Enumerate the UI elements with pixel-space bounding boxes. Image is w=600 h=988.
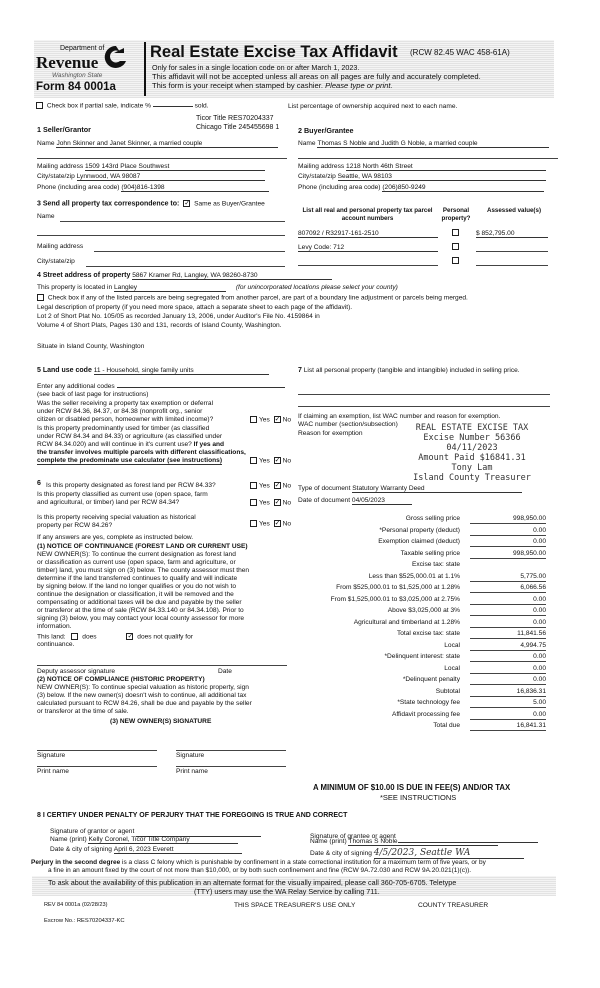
notice1-line: signing (3) below, you may contact your local county assessor for more <box>37 615 245 622</box>
grantee-sig-label: Signature of grantee or agent <box>310 833 396 840</box>
grantee-print-row <box>310 838 498 846</box>
seller-city-field[interactable]: Lynnwood, WA 98087 <box>77 173 265 181</box>
seller-mail-field[interactable]: 1509 143rd Place Southwest <box>85 163 265 171</box>
calc-label: Total excise tax: state <box>396 630 460 637</box>
s3-blank-line <box>37 235 285 236</box>
notice1-line: or transferor at the time of sale (RCW 84.33.140 or 84.34.108). Prior to <box>37 607 244 614</box>
street-row <box>37 272 332 280</box>
buyer-blank-line <box>298 158 558 159</box>
located-row <box>37 284 398 292</box>
s6-q3-no-checkbox[interactable]: ✓ <box>274 520 281 527</box>
calc-value[interactable]: 0.00 <box>470 596 546 605</box>
calc-label: Excise tax: state <box>411 561 460 568</box>
grantee-date-field[interactable]: 4/5/2023, Seattle WA <box>374 848 524 859</box>
s5-q2-yes-checkbox[interactable] <box>250 457 257 464</box>
notice2-line: (3) below. If the new owner(s) doesn't wish to continue, all additional tax <box>37 692 247 699</box>
owner-print-label-1: Print name <box>37 766 157 775</box>
partial-sale-percent[interactable] <box>153 106 193 107</box>
buyer-heading: 2 Buyer/Grantee <box>298 126 354 135</box>
same-as-checkbox[interactable]: ✓ <box>184 200 191 207</box>
calc-value[interactable]: 4,994.75 <box>470 642 546 651</box>
calc-value[interactable] <box>470 561 546 569</box>
minimum-due: A MINIMUM OF $10.00 IS DUE IN FEE(S) AND/OR TAX <box>313 783 511 792</box>
calc-label: Local <box>444 641 460 649</box>
partial-sale-checkbox[interactable] <box>36 102 43 109</box>
s5-q2-no-checkbox[interactable]: ✓ <box>274 457 281 464</box>
legal-desc-label: Legal description of property (if you need more space, attach a separate sheet to each page of the affidavit). <box>37 304 353 311</box>
seller-city-label: City/state/zip <box>37 173 75 180</box>
calc-label: From $1,525,000.01 to $3,025,000 at 2.75% <box>330 595 460 603</box>
exempt-reason-label: Reason for exemption <box>298 430 363 437</box>
personal-checkbox-2[interactable] <box>452 243 459 250</box>
perjury-line2: a fine in an amount fixed by the court of not more than $10,000, or by both such confinement and fine (RCW 9A.72.030 and RCW 9A.20.021(1)(c)). <box>48 867 472 874</box>
s3-name-line[interactable] <box>60 221 285 222</box>
land-does-not-checkbox[interactable]: ✓ <box>127 633 134 640</box>
assessed-line-3[interactable] <box>476 265 548 266</box>
deputy-sig-label: Deputy assessor signature <box>37 668 116 675</box>
s3-mail-label: Mailing address <box>37 243 84 250</box>
owner-print-label-2: Print name <box>176 766 286 775</box>
s3-city-line[interactable] <box>86 266 285 267</box>
buyer-mail-field[interactable]: 1218 North 46th Street <box>346 163 546 171</box>
calc-value[interactable]: 0.00 <box>470 665 546 674</box>
grantor-date-field[interactable]: April 6, 2023 Everett <box>114 846 242 854</box>
land-does-label: does <box>82 633 97 641</box>
s5-q2-line1: Is this property predominantly used for timber (as classified <box>37 425 210 432</box>
land-does-not-label: does not qualify for <box>137 633 193 641</box>
header-line1: Only for sales in a single location code on or after March 1, 2023. <box>152 63 360 72</box>
notice1-line: or classification as current use (open space, farm and agriculture, or <box>37 559 236 566</box>
s6-q2-no: No <box>282 499 292 507</box>
s6-q2-yes-checkbox[interactable] <box>250 499 257 506</box>
owner-sig-label-2: Signature <box>176 750 286 759</box>
segregated-label: Check box if any of the listed parcels are being segregated from another parcel, are part of a boundary line adjustment or parcels being merged. <box>47 294 468 302</box>
buyer-city-label: City/state/zip <box>298 173 336 180</box>
buyer-mail-row <box>298 163 546 171</box>
s5-q1-line3: citizen or disabled person, homeowner with limited income)? <box>37 416 214 423</box>
calc-label: Less than $525,000.01 at 1.1% <box>368 572 460 580</box>
calc-value[interactable]: 6,066.56 <box>470 584 546 593</box>
calc-row <box>290 642 550 652</box>
same-as-label: Same as Buyer/Grantee <box>194 200 265 208</box>
calc-label: *Personal property (deduct) <box>379 526 460 534</box>
addl-codes-label: Enter any additional codes <box>37 383 115 390</box>
seller-phone-label: Phone (including area code) <box>37 184 120 191</box>
section7-row <box>298 367 553 375</box>
grantee-date-label: Date & city of signing <box>310 850 372 857</box>
owner-sig-label-1: Signature <box>37 750 157 759</box>
buyer-city-field[interactable]: Seattle, WA 98103 <box>338 173 546 181</box>
s5-q2-line2: under RCW 84.34 and 84.33) or agriculture (as classified under <box>37 433 223 440</box>
seller-name-label: Name <box>37 140 55 147</box>
s6-q2-no-checkbox[interactable]: ✓ <box>274 499 281 506</box>
notice1-line: determine if the land transferred continues to qualify and will indicate <box>37 575 238 582</box>
seller-heading: 1 Seller/Grantor <box>37 125 91 134</box>
s6-q1-yes-checkbox[interactable] <box>250 482 257 489</box>
located-field[interactable]: Langley <box>114 284 226 292</box>
exempt-wac-label: WAC number (section/subsection) <box>298 421 398 428</box>
notice1-line: compensating or additional taxes will be due and payable by the seller <box>37 599 242 606</box>
calc-value[interactable]: 5.00 <box>470 699 546 708</box>
levy-code[interactable]: Levy Code: 712 <box>298 244 438 252</box>
buyer-phone-row <box>298 184 544 192</box>
this-land-label: This land: <box>37 633 66 641</box>
assessed-line-2[interactable] <box>476 251 548 252</box>
land-use-code[interactable]: 11 - Household, single family units <box>94 367 269 375</box>
s3-mail-line[interactable] <box>94 251 285 252</box>
doc-type-field[interactable]: Statutory Warranty Deed <box>352 485 522 493</box>
section3-heading: 3 Send all property tax correspondence to: <box>37 200 180 208</box>
dor-logo <box>38 44 138 94</box>
notice2-line: NEW OWNER(S): To continue special valuation as historic property, sign <box>37 684 249 691</box>
parcel-line-3[interactable] <box>298 265 438 266</box>
buyer-name-field[interactable]: Thomas S Noble and Judith G Noble, a married couple <box>317 140 549 148</box>
seller-mail-label: Mailing address <box>37 163 84 170</box>
addl-codes-row <box>37 383 285 390</box>
legal-line-1: Lot 2 of Short Plat No. 105/05 as recorded January 13, 2006, under Auditor's File No. 4159864 in <box>37 313 320 320</box>
stamp-line5: Tony Lam <box>451 463 493 473</box>
s5-q2-bold1: If yes and <box>193 441 225 448</box>
header-line3-italic: Please type or print. <box>325 81 393 90</box>
header-divider <box>144 42 146 96</box>
stamp-line1: REAL ESTATE EXCISE TAX <box>415 423 529 433</box>
legal-line-2: Volume 4 of Short Plats, Pages 130 and 131, records of Island County, Washington. <box>37 322 282 329</box>
stamp-line2: Excise Number 56366 <box>423 433 521 443</box>
header-line2: This affidavit will not be accepted unless all areas on all pages are fully and accurately completed. <box>152 72 481 81</box>
s6-q1-no-checkbox[interactable]: ✓ <box>274 482 281 489</box>
form-number: Form 84 0001a <box>36 81 116 93</box>
partial-sale-label: Check box if partial sale, indicate % <box>46 102 151 110</box>
seller-phone-field[interactable]: (904)816-1398 <box>121 184 269 192</box>
perjury-text: is a class C felony which is punishable by confinement in a state correctional institution for a maximum term of five years, or by <box>120 859 486 866</box>
calc-value[interactable]: 0.00 <box>470 619 546 628</box>
ticor-ref: Ticor Title RES70204337 <box>196 115 274 122</box>
s5-q2-line3 <box>37 441 224 448</box>
s6-q3-no: No <box>282 520 292 528</box>
seller-mail-row <box>37 163 265 171</box>
chicago-ref: Chicago Title 245455698 1 <box>196 124 280 131</box>
assessed-col-header: Assessed value(s) <box>487 207 541 214</box>
seller-blank-line <box>37 158 287 159</box>
calc-label: Gross selling price <box>405 515 460 522</box>
buyer-name-label: Name <box>298 140 316 147</box>
s3-name-label: Name <box>37 213 55 220</box>
section7-text: List all personal property (tangible and intangible) included in selling price. <box>303 367 520 374</box>
calc-label: *Delinquent penalty <box>402 676 460 683</box>
seller-name-row <box>37 140 278 148</box>
s6-q3-yes: Yes <box>259 520 270 528</box>
deputy-date-label: Date <box>218 668 232 675</box>
header-line3-text: This form is your receipt when stamped by cashier. <box>152 81 323 90</box>
calc-label: Above $3,025,000 at 3% <box>387 607 460 614</box>
calc-value[interactable]: 0.00 <box>470 527 546 536</box>
s6-q1-yes: Yes <box>259 482 270 490</box>
county-treasurer-label: COUNTY TREASURER <box>418 902 489 909</box>
calc-row <box>290 515 550 525</box>
s5-q1-no-checkbox[interactable]: ✓ <box>274 416 281 423</box>
section3-heading-row <box>37 200 265 207</box>
segregated-row <box>37 294 468 301</box>
notice2-line: calculated pursuant to RCW 84.26, shall be due and payable by the seller <box>37 700 252 707</box>
calc-value[interactable]: 0.00 <box>470 538 546 547</box>
s6-q2-yes: Yes <box>259 499 270 507</box>
s6-q1-no: No <box>282 482 292 490</box>
calc-label: *Delinquent interest: state <box>384 653 460 660</box>
notice2-body <box>37 684 252 716</box>
stamp-line3: 04/11/2023 <box>446 443 498 453</box>
calc-label: Subtotal <box>435 687 460 695</box>
doc-date-row <box>298 497 412 505</box>
property-address[interactable]: 5867 Kramer Rd, Langley, WA 98260-8730 <box>132 272 332 280</box>
calc-value[interactable]: 16,836.31 <box>470 688 546 697</box>
s7-line2[interactable] <box>298 406 550 407</box>
located-note: (for unincorporated locations please select your county) <box>235 284 398 291</box>
calc-row <box>290 527 550 537</box>
doc-type-row <box>298 485 522 493</box>
calc-value[interactable]: 0.00 <box>470 607 546 616</box>
buyer-city-row <box>298 173 546 181</box>
calc-row <box>290 550 550 560</box>
calc-row <box>290 630 550 640</box>
calc-label: From $525,000.01 to $1,525,000 at 1.28% <box>336 584 460 591</box>
calc-row <box>290 573 550 583</box>
grantee-date-row <box>310 848 524 859</box>
s6-q2-line2: and agricultural, or timber) land per RCW 84.34? <box>37 499 180 506</box>
located-label: This property is located in <box>37 284 113 291</box>
parcel-number[interactable]: 807092 / R32917-161-2510 <box>298 230 438 238</box>
calc-value[interactable]: 998,950.00 <box>470 515 546 524</box>
grantor-sig-label: Signature of grantor or agent <box>50 828 135 835</box>
s5-q2-no: No <box>282 457 292 465</box>
calc-row <box>290 676 550 686</box>
segregated-checkbox[interactable] <box>37 294 44 301</box>
buyer-mail-label: Mailing address <box>298 163 345 170</box>
s5-q2-line3-text: RCW 84.34.020) and will continue in it's current use? <box>37 441 192 448</box>
calc-value[interactable]: 0.00 <box>470 711 546 720</box>
calc-label: *State technology fee <box>397 699 460 706</box>
partial-sale-row <box>36 102 209 109</box>
addl-codes-field[interactable] <box>117 387 285 388</box>
calc-value[interactable]: 0.00 <box>470 653 546 662</box>
section5-heading: 5 Land use code <box>37 367 92 374</box>
notice2-title: (2) NOTICE OF COMPLIANCE (HISTORIC PROPERTY) <box>37 676 205 683</box>
notice3-title: (3) NEW OWNER(S) SIGNATURE <box>110 718 212 725</box>
ownership-note: List percentage of ownership acquired next to each name. <box>288 103 458 110</box>
s5-q1-line1: Was the seller receiving a property tax exemption or deferral <box>37 400 214 407</box>
access-line1: To ask about the availability of this publication in an alternate format for the visually impaired, please call 360-705-6705. Teletype <box>48 878 457 887</box>
seller-phone-row <box>37 184 269 192</box>
perjury-bold: Perjury in the second degree <box>31 859 121 866</box>
calc-row <box>290 711 550 721</box>
seller-name-field[interactable]: John Skinner and Janet Skinner, a married couple <box>56 140 278 148</box>
s6-q3-yesno <box>250 520 291 527</box>
notice1-line: timber) land, you must sign on (3) below. The county assessor must then <box>37 567 250 574</box>
see-instructions: *SEE INSTRUCTIONS <box>380 793 457 802</box>
s6-q3-line1: Is this property receiving special valuation as historical <box>37 514 196 521</box>
notice1-line: continue the designation or classification, it will be removed and the <box>37 591 234 598</box>
s5-q2-bold3: complete the predominate use calculator (see instructions) <box>37 457 223 464</box>
buyer-name-row <box>298 140 549 148</box>
calc-row <box>290 584 550 594</box>
calc-value[interactable]: 16,841.31 <box>470 722 546 731</box>
deputy-sig-line[interactable] <box>37 665 287 666</box>
form-rcw: (RCW 82.45 WAC 458-61A) <box>410 48 510 57</box>
calc-label: Taxable selling price <box>400 549 460 557</box>
partial-sale-sold: sold. <box>194 102 209 110</box>
notice1-line: by signing below. If the land no longer qualifies or you do not wish to <box>37 583 237 590</box>
calc-label: Total due <box>433 722 460 729</box>
s6-if-yes: If any answers are yes, complete as instructed below. <box>37 534 194 541</box>
section6-heading: 6 <box>37 480 41 487</box>
s5-q1-line2: under RCW 84.36, 84.37, or 84.38 (nonprofit org., senior <box>37 408 203 415</box>
section7-heading: 7 <box>298 367 302 374</box>
grantor-date-label: Date & city of signing <box>50 846 112 853</box>
s6-q1-yesno <box>250 482 291 489</box>
s6-q1: Is this property designated as forest land per RCW 84.33? <box>46 482 216 489</box>
calc-label: Agricultural and timberland at 1.28% <box>353 618 460 626</box>
exempt-line1: If claiming an exemption, list WAC number and reason for exemption. <box>298 413 501 420</box>
land-use-row <box>37 367 269 375</box>
notice1-line: NEW OWNER(S): To continue the current designation as forest land <box>37 551 236 558</box>
s6-q3-yes-checkbox[interactable] <box>250 520 257 527</box>
s5-q1-yesno <box>250 416 291 423</box>
calc-row <box>290 699 550 709</box>
doc-date-label: Date of document <box>298 497 351 504</box>
assessed-value[interactable]: $ 852,795.00 <box>476 230 548 238</box>
notice1-body <box>37 551 249 631</box>
escrow-number: Escrow No.: RES70204337-KC <box>44 918 125 924</box>
seller-city-row <box>37 173 265 181</box>
treasurer-use-only: THIS SPACE TREASURER'S USE ONLY <box>234 902 356 909</box>
grantor-print-field[interactable]: Kelly Coronel, Ticor Title Company <box>88 836 238 844</box>
section4-heading: 4 Street address of property <box>37 272 131 279</box>
s7-line1[interactable] <box>298 394 550 395</box>
grantor-print-label: Name (print) <box>50 836 87 843</box>
calc-value[interactable]: 11,841.56 <box>470 630 546 639</box>
calc-label: Local <box>444 664 460 672</box>
treasurer-stamp <box>392 423 552 483</box>
calc-row <box>290 665 550 675</box>
personal-checkbox-3[interactable] <box>452 257 459 264</box>
calc-row <box>290 561 550 571</box>
land-does-checkbox[interactable] <box>71 633 78 640</box>
stamp-line4: Amount Paid $16841.31 <box>418 453 526 463</box>
s5-q2-yes: Yes <box>259 457 270 465</box>
revenue-logo-icon <box>104 44 128 70</box>
addl-codes-hint: (see back of last page for instructions) <box>37 391 149 398</box>
calc-row <box>290 607 550 617</box>
perjury-line1 <box>31 859 486 866</box>
calc-row <box>290 596 550 606</box>
notice1-title: (1) NOTICE OF CONTINUANCE (FOREST LAND OR CURRENT USE) <box>37 543 248 550</box>
grantee-print-label: Name (print) <box>310 838 347 845</box>
grantor-date-row <box>50 846 242 854</box>
stamp-line6: Island County Treasurer <box>413 473 531 483</box>
rev-number: REV 84 0001a (02/28/23) <box>44 902 108 908</box>
this-land-row <box>37 633 193 640</box>
calc-value[interactable]: 0.00 <box>470 676 546 685</box>
calc-value[interactable]: 5,775.00 <box>470 573 546 582</box>
calc-row <box>290 722 550 732</box>
calc-value[interactable]: 998,950.00 <box>470 550 546 559</box>
s3-city-label: City/state/zip <box>37 258 75 265</box>
s6-q2-line1: Is this property classified as current use (open space, farm <box>37 491 208 498</box>
calc-row <box>290 688 550 698</box>
dept-line3: Washington State <box>52 72 103 79</box>
notice1-line: information. <box>37 623 72 630</box>
personal-col-header: Personal property? <box>441 207 471 222</box>
s5-q1-no: No <box>282 416 292 424</box>
s5-q2-yesno <box>250 457 291 464</box>
s6-q2-yesno <box>250 499 291 506</box>
doc-date-field[interactable]: 04/05/2023 <box>352 497 412 505</box>
calc-label: Exemption claimed (deduct) <box>378 538 460 545</box>
s5-q2-bold2: the transfer involves multiple parcels with different classifications, <box>37 449 246 456</box>
calc-row <box>290 538 550 548</box>
legal-line-3: Situate in Island County, Washington <box>37 343 145 350</box>
grantee-print-field[interactable]: Thomas S Noble <box>348 838 498 846</box>
buyer-phone-label: Phone (including area code) <box>298 184 381 191</box>
s5-q1-yes: Yes <box>259 416 270 424</box>
calc-label: Affidavit processing fee <box>391 710 460 718</box>
grantor-print-row <box>50 836 238 844</box>
parcel-col-header: List all real and personal property tax parcel account numbers <box>302 207 433 222</box>
notice2-line: or transferor at the time of sale. <box>37 708 129 715</box>
continuance-label: continuance. <box>37 641 75 648</box>
doc-type-label: Type of document <box>298 485 351 492</box>
form-title: Real Estate Excise Tax Affidavit <box>150 43 398 61</box>
buyer-phone-field[interactable]: (206)850-9249 <box>382 184 544 192</box>
dept-line2: Revenue <box>36 53 99 72</box>
dept-line1: Department of <box>60 45 105 52</box>
access-line2: (TTY) users may use the WA Relay Service by calling 711. <box>194 887 380 896</box>
section8-heading: 8 I CERTIFY UNDER PENALTY OF PERJURY THAT THE FOREGOING IS TRUE AND CORRECT <box>37 812 348 819</box>
s6-q3-line2: property per RCW 84.26? <box>37 522 113 529</box>
personal-checkbox-1[interactable] <box>452 229 459 236</box>
header-line3 <box>152 81 393 90</box>
s5-q1-yes-checkbox[interactable] <box>250 416 257 423</box>
calc-row <box>290 653 550 663</box>
calc-row <box>290 619 550 629</box>
